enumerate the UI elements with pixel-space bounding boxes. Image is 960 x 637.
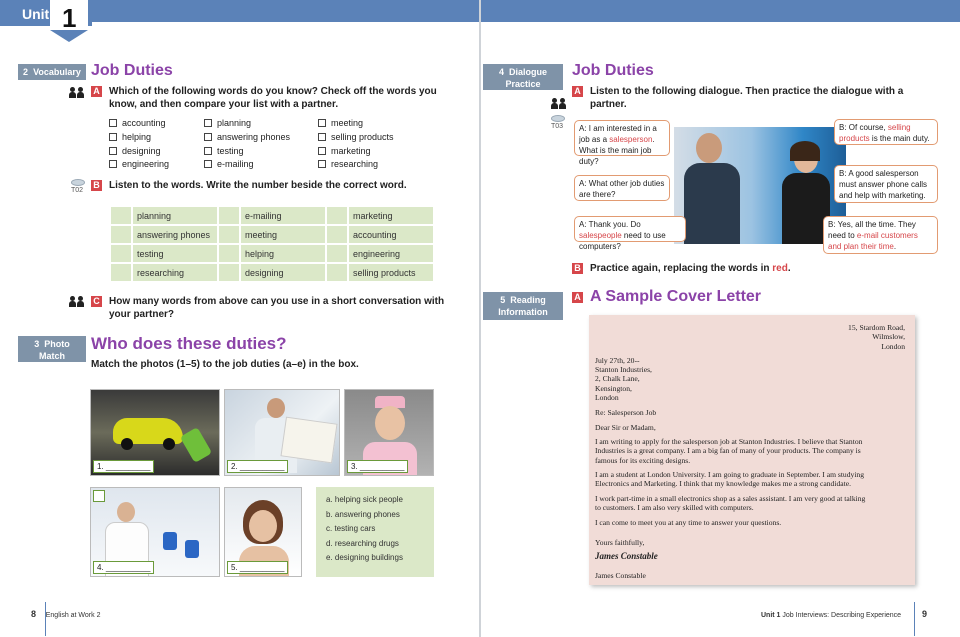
vocab-b-instruction: Listen to the words. Write the number beside the correct word. bbox=[109, 180, 407, 191]
checkbox-item[interactable]: researching bbox=[318, 159, 378, 169]
checkbox-item[interactable]: e-mailing bbox=[204, 159, 254, 169]
unit-arrow-icon bbox=[50, 30, 88, 42]
pair-work-icon bbox=[69, 296, 85, 307]
pair-work-icon bbox=[551, 98, 567, 109]
recipient-address: Stanton Industries, 2, Chalk Lane, Kensington, London bbox=[595, 365, 652, 403]
table-row: answering phones meeting accounting bbox=[110, 225, 434, 244]
list-item: e. designing buildings bbox=[326, 553, 403, 562]
checkbox-item[interactable]: accounting bbox=[109, 118, 166, 128]
activity-letter-b: B bbox=[91, 180, 102, 191]
section-tab-vocabulary: 2 Vocabulary bbox=[18, 64, 86, 80]
checkbox-item[interactable]: testing bbox=[204, 146, 244, 156]
photo-answer-blank[interactable]: 3. __________ bbox=[347, 460, 408, 473]
bubble-b2: B: A good salesperson must answer phone calls and help with marketing. bbox=[834, 165, 938, 203]
bubble-b3: B: Yes, all the time. They need to e-mail customers and plan their time. bbox=[823, 216, 938, 254]
table-row: researching designing selling products bbox=[110, 263, 434, 282]
left-page bbox=[0, 0, 479, 637]
list-item: b. answering phones bbox=[326, 509, 400, 519]
pair-work-icon bbox=[69, 87, 85, 98]
bubble-a2: A: What other job duties are there? bbox=[574, 175, 670, 201]
letter-paragraph: I work part-time in a small electronics shop as a sales assistant. I am very good at talking to customers. I am also very skilled with computers. bbox=[595, 494, 866, 513]
photo-answer-blank[interactable]: 1. __________ bbox=[93, 460, 154, 473]
letter-closing: Yours faithfully, bbox=[595, 538, 645, 547]
section-tab-dialogue: 4 Dialogue Practice bbox=[483, 64, 563, 90]
unit-number: 1 bbox=[62, 3, 77, 33]
photo-researcher bbox=[90, 487, 220, 577]
photo-match-instruction: Match the photos (1–5) to the job duties (a–e) in the box. bbox=[91, 359, 359, 370]
table-row: testing helping engineering bbox=[110, 244, 434, 263]
bubble-a1: A: I am interested in a job as a salesperson. What is the main job duty? bbox=[574, 120, 670, 156]
list-item: d. researching drugs bbox=[326, 538, 399, 548]
photo-answer-blank[interactable]: 4. __________ bbox=[93, 561, 154, 574]
word-number-grid bbox=[109, 205, 435, 283]
section-tab-reading: 5 Reading Information bbox=[483, 292, 563, 320]
cover-letter bbox=[589, 315, 915, 585]
letter-greeting: Dear Sir or Madam, bbox=[595, 423, 656, 432]
top-band bbox=[481, 0, 960, 22]
page-number: 9 bbox=[922, 609, 928, 619]
sender-address: 15, Stardom Road, Wilmslow, London bbox=[848, 323, 905, 351]
dialogue-a-instruction: Listen to the following dialogue. Then practice the dialogue with a partner. bbox=[590, 86, 904, 110]
letter-paragraph: I am writing to apply for the salesperson job at Stanton Industries. I believe that Stanton Industries is a great company. I am a big fan of many of your products. The company is famous for its exciting designs. bbox=[595, 437, 863, 465]
right-footer bbox=[761, 612, 901, 619]
unit-reference: Unit 1 bbox=[761, 612, 781, 619]
bubble-b1: B: Of course, selling products is the main duty. bbox=[834, 119, 938, 145]
checkbox-item[interactable]: designing bbox=[109, 146, 161, 156]
dialogue-title: Job Duties bbox=[572, 62, 654, 79]
checkbox-item[interactable]: engineering bbox=[109, 159, 169, 169]
letter-date: July 27th, 20-- bbox=[595, 356, 640, 365]
page-number: 8 bbox=[31, 609, 37, 619]
reading-title: A Sample Cover Letter bbox=[590, 288, 762, 305]
activity-letter-a: A bbox=[572, 86, 583, 97]
book-title: English at Work 2 bbox=[45, 612, 101, 619]
dialogue-b-instruction: Practice again, replacing the words in red. bbox=[590, 263, 791, 274]
unit-label: Unit bbox=[22, 6, 50, 22]
photo-call-center bbox=[224, 487, 302, 577]
activity-letter-c: C bbox=[91, 296, 102, 307]
letter-signature: James Constable bbox=[595, 551, 658, 561]
checkbox-item[interactable]: helping bbox=[109, 132, 151, 142]
letter-subject: Re: Salesperson Job bbox=[595, 408, 657, 417]
checkbox-item[interactable]: answering phones bbox=[204, 132, 290, 142]
vocab-title: Job Duties bbox=[91, 62, 173, 79]
photo-business-people bbox=[674, 127, 846, 244]
bubble-a3: A: Thank you. Do salespeople need to use computers? bbox=[574, 216, 686, 242]
letter-paragraph: I can come to meet you at any time to answer your questions. bbox=[595, 518, 782, 527]
activity-letter-a: A bbox=[572, 292, 583, 303]
vocab-a-instruction: Which of the following words do you know? Check off the words you know, and then compare your list with a partner. bbox=[109, 86, 437, 110]
unit-title: Job Interviews: Describing Experience bbox=[782, 612, 902, 619]
checkbox-item[interactable]: selling products bbox=[318, 132, 394, 142]
photo-match-title: Who does these duties? bbox=[91, 334, 287, 353]
left-footer bbox=[31, 609, 100, 619]
photo-car-test bbox=[90, 389, 220, 476]
job-duties-box bbox=[316, 487, 434, 577]
audio-track-icon[interactable]: T03 bbox=[551, 115, 565, 130]
section-tab-photo-match: 3 Photo Match bbox=[18, 336, 86, 362]
audio-track-icon[interactable]: T02 bbox=[71, 179, 85, 194]
photo-answer-blank[interactable]: 5. __________ bbox=[227, 561, 288, 574]
photo-nurse bbox=[344, 389, 434, 476]
photo-architect bbox=[224, 389, 340, 476]
table-row: planning e-mailing marketing bbox=[110, 206, 434, 225]
letter-sender-name: James Constable bbox=[595, 571, 646, 580]
right-page bbox=[481, 0, 960, 637]
checkbox-item[interactable]: planning bbox=[204, 118, 251, 128]
checkbox-item[interactable]: marketing bbox=[318, 146, 371, 156]
vocab-c-instruction: How many words from above can you use in a short conversation with your partner? bbox=[109, 296, 445, 320]
activity-letter-a: A bbox=[91, 86, 102, 97]
list-item: c. testing cars bbox=[326, 524, 376, 533]
checkbox-item[interactable]: meeting bbox=[318, 118, 363, 128]
photo-answer-blank[interactable]: 2. __________ bbox=[227, 460, 288, 473]
activity-letter-b: B bbox=[572, 263, 583, 274]
letter-paragraph: I am a student at London University. I am going to graduate in September. I am studying Electronics and Marketing. I think that my knowledge makes me a strong candidate. bbox=[595, 470, 865, 489]
list-item: a. helping sick people bbox=[326, 495, 403, 504]
